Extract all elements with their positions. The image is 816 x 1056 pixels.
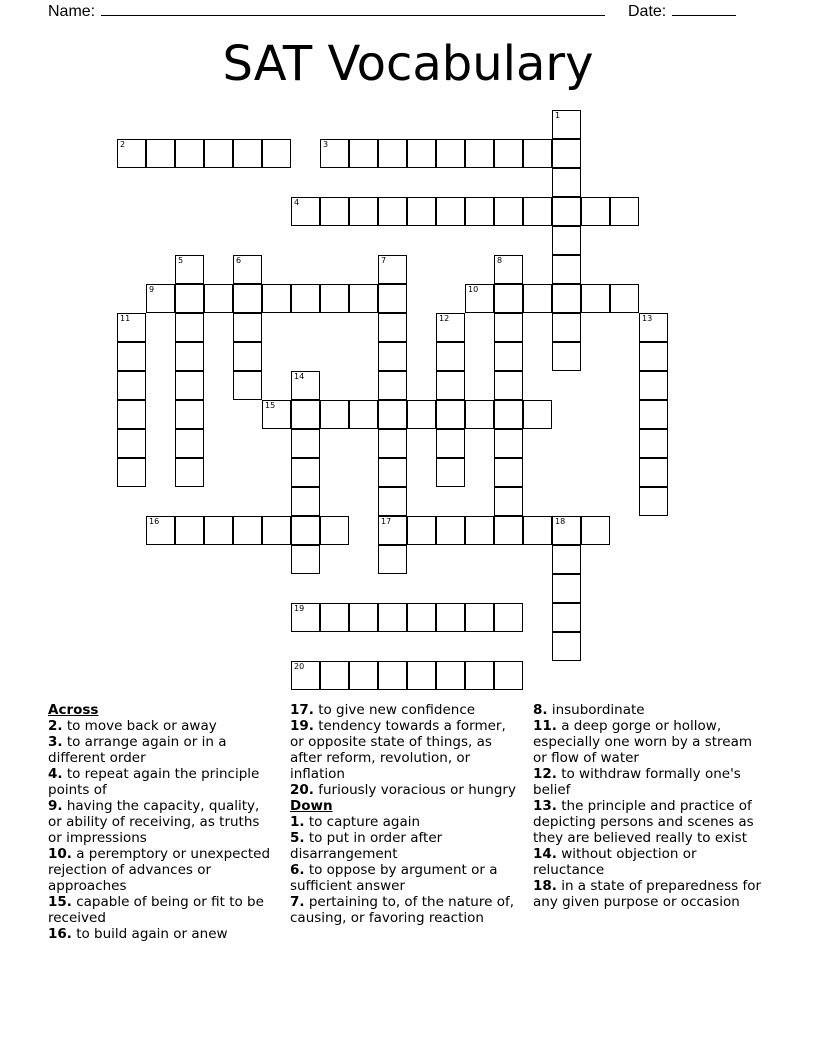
grid-cell[interactable]	[407, 516, 436, 545]
grid-cell[interactable]	[581, 197, 610, 226]
clue-item-text: pertaining to, of the nature of, causing, or favoring reaction	[290, 894, 515, 926]
clue-number: 9	[149, 285, 155, 294]
grid-cell[interactable]	[262, 400, 291, 429]
clue-number: 10	[468, 285, 479, 294]
grid-cell[interactable]	[436, 603, 465, 632]
clue-item-number: 4.	[48, 766, 63, 782]
grid-cell[interactable]	[407, 139, 436, 168]
clues-column-1	[48, 702, 274, 942]
clue-item-text: tendency towards a former, or opposite state of things, as after reform, revolution, or inflation	[290, 718, 506, 782]
clue-item-text: the principle and practice of depicting persons and scenes as they are believed really to exist	[533, 798, 754, 846]
grid-cell[interactable]	[146, 284, 175, 313]
grid-cell[interactable]	[233, 313, 262, 342]
grid-cell[interactable]	[378, 139, 407, 168]
clues-column-3	[533, 702, 769, 910]
clue-item-text: to put in order after disarrangement	[290, 830, 443, 862]
grid-cell[interactable]	[117, 458, 146, 487]
grid-cell[interactable]	[175, 342, 204, 371]
grid-cell[interactable]	[436, 313, 465, 342]
grid-cell[interactable]	[523, 284, 552, 313]
clue-item	[533, 878, 769, 910]
grid-cell[interactable]	[233, 371, 262, 400]
grid-cell[interactable]	[175, 313, 204, 342]
clue-item-text: to capture again	[304, 814, 421, 830]
grid-cell[interactable]	[349, 197, 378, 226]
grid-cell[interactable]	[291, 458, 320, 487]
clue-number: 1	[555, 111, 561, 120]
clue-item	[48, 894, 274, 926]
clue-item-number: 15.	[48, 894, 72, 910]
grid-cell[interactable]	[291, 487, 320, 516]
grid-cell[interactable]	[378, 458, 407, 487]
grid-cell[interactable]	[523, 400, 552, 429]
clue-item	[290, 782, 522, 798]
clue-number: 19	[294, 604, 305, 613]
grid-cell[interactable]	[233, 139, 262, 168]
grid-cell[interactable]	[552, 574, 581, 603]
grid-cell[interactable]	[552, 313, 581, 342]
grid-cell[interactable]	[523, 197, 552, 226]
date-line[interactable]	[672, 0, 736, 16]
grid-cell[interactable]	[436, 429, 465, 458]
name-label: Name:	[48, 3, 96, 20]
grid-cell[interactable]	[117, 313, 146, 342]
grid-cell[interactable]	[146, 139, 175, 168]
grid-cell[interactable]	[175, 458, 204, 487]
clue-item-number: 14.	[533, 846, 557, 862]
grid-cell[interactable]	[494, 487, 523, 516]
grid-cell[interactable]	[175, 255, 204, 284]
grid-cell[interactable]	[262, 139, 291, 168]
grid-cell[interactable]	[639, 429, 668, 458]
clue-item	[533, 718, 769, 766]
clue-item	[48, 734, 274, 766]
grid-cell[interactable]	[494, 371, 523, 400]
grid-cell[interactable]	[494, 139, 523, 168]
clue-item-number: 17.	[290, 702, 314, 718]
grid-cell[interactable]	[378, 400, 407, 429]
clue-item	[290, 862, 522, 894]
grid-cell[interactable]	[320, 400, 349, 429]
clue-item-text: a peremptory or unexpected rejection of advances or approaches	[48, 846, 271, 894]
clue-item-number: 2.	[48, 718, 63, 734]
clue-number: 8	[497, 256, 503, 265]
grid-cell[interactable]	[233, 342, 262, 371]
grid-cell[interactable]	[494, 516, 523, 545]
grid-cell[interactable]	[291, 603, 320, 632]
clue-item-number: 8.	[533, 702, 548, 718]
clue-number: 3	[323, 140, 329, 149]
grid-cell[interactable]	[523, 139, 552, 168]
clue-item-text: to repeat again the principle points of	[48, 766, 260, 798]
grid-cell[interactable]	[378, 487, 407, 516]
name-field[interactable]	[48, 0, 605, 21]
grid-cell[interactable]	[465, 603, 494, 632]
grid-cell[interactable]	[204, 139, 233, 168]
grid-cell[interactable]	[436, 516, 465, 545]
grid-cell[interactable]	[320, 197, 349, 226]
clue-item-number: 6.	[290, 862, 305, 878]
grid-cell[interactable]	[639, 400, 668, 429]
grid-cell[interactable]	[291, 545, 320, 574]
grid-cell[interactable]	[175, 139, 204, 168]
clue-item	[533, 798, 769, 846]
grid-cell[interactable]	[436, 371, 465, 400]
grid-cell[interactable]	[378, 661, 407, 690]
grid-cell[interactable]	[117, 139, 146, 168]
clue-number: 20	[294, 662, 305, 671]
grid-cell[interactable]	[262, 284, 291, 313]
clue-item-text: a deep gorge or hollow, especially one worn by a stream or flow of water	[533, 718, 753, 766]
clue-number: 5	[178, 256, 184, 265]
grid-cell[interactable]	[494, 313, 523, 342]
clue-number: 13	[642, 314, 653, 323]
clue-item-number: 3.	[48, 734, 63, 750]
clue-item	[290, 718, 522, 782]
grid-cell[interactable]	[117, 400, 146, 429]
grid-cell[interactable]	[320, 139, 349, 168]
clue-item-number: 19.	[290, 718, 314, 734]
grid-cell[interactable]	[465, 400, 494, 429]
grid-cell[interactable]	[378, 313, 407, 342]
date-label: Date:	[628, 3, 667, 20]
grid-cell[interactable]	[407, 603, 436, 632]
clue-item	[533, 846, 769, 878]
clue-number: 18	[555, 517, 566, 526]
grid-cell[interactable]	[465, 516, 494, 545]
grid-cell[interactable]	[378, 603, 407, 632]
grid-cell[interactable]	[552, 168, 581, 197]
grid-cell[interactable]	[494, 458, 523, 487]
grid-cell[interactable]	[262, 516, 291, 545]
clue-number: 4	[294, 198, 300, 207]
grid-cell[interactable]	[378, 197, 407, 226]
grid-cell[interactable]	[378, 255, 407, 284]
grid-cell[interactable]	[552, 110, 581, 139]
grid-cell[interactable]	[204, 516, 233, 545]
grid-cell[interactable]	[291, 197, 320, 226]
grid-cell[interactable]	[436, 400, 465, 429]
grid-cell[interactable]	[291, 661, 320, 690]
grid-cell[interactable]	[291, 429, 320, 458]
clue-item	[290, 894, 522, 926]
grid-cell[interactable]	[552, 255, 581, 284]
grid-cell[interactable]	[552, 197, 581, 226]
clue-item	[48, 766, 274, 798]
grid-cell[interactable]	[175, 400, 204, 429]
grid-cell[interactable]	[494, 197, 523, 226]
grid-cell[interactable]	[610, 284, 639, 313]
clue-item-text: having the capacity, quality, or ability of receiving, as truths or impressions	[48, 798, 260, 846]
clue-number: 14	[294, 372, 305, 381]
grid-cell[interactable]	[407, 400, 436, 429]
grid-cell[interactable]	[349, 400, 378, 429]
grid-cell[interactable]	[552, 139, 581, 168]
clue-item-text: to oppose by argument or a sufficient answer	[290, 862, 498, 894]
grid-cell[interactable]	[117, 429, 146, 458]
clue-item-text: to move back or away	[62, 718, 217, 734]
grid-cell[interactable]	[639, 313, 668, 342]
grid-cell[interactable]	[175, 371, 204, 400]
grid-cell[interactable]	[639, 342, 668, 371]
grid-cell[interactable]	[436, 458, 465, 487]
grid-cell[interactable]	[465, 197, 494, 226]
across-heading: Across	[48, 702, 99, 718]
grid-cell[interactable]	[494, 429, 523, 458]
grid-cell[interactable]	[117, 371, 146, 400]
grid-cell[interactable]	[291, 371, 320, 400]
grid-cell[interactable]	[610, 197, 639, 226]
grid-cell[interactable]	[552, 632, 581, 661]
clue-item-text: furiously voracious or hungry	[313, 782, 516, 798]
grid-cell[interactable]	[320, 661, 349, 690]
clue-item-number: 11.	[533, 718, 557, 734]
grid-cell[interactable]	[378, 342, 407, 371]
grid-cell[interactable]	[320, 284, 349, 313]
grid-cell[interactable]	[465, 661, 494, 690]
clue-number: 2	[120, 140, 126, 149]
clue-item-text: in a state of preparedness for any given purpose or occasion	[533, 878, 762, 910]
grid-cell[interactable]	[320, 516, 349, 545]
grid-cell[interactable]	[494, 661, 523, 690]
grid-cell[interactable]	[407, 197, 436, 226]
grid-cell[interactable]	[494, 603, 523, 632]
clue-number: 15	[265, 401, 276, 410]
clue-item-number: 16.	[48, 926, 72, 942]
grid-cell[interactable]	[378, 429, 407, 458]
grid-cell[interactable]	[436, 139, 465, 168]
clue-item-number: 1.	[290, 814, 305, 830]
grid-cell[interactable]	[465, 284, 494, 313]
date-field[interactable]	[628, 0, 736, 21]
clue-number: 16	[149, 517, 160, 526]
grid-cell[interactable]	[204, 284, 233, 313]
grid-cell[interactable]	[233, 516, 262, 545]
clue-item-number: 12.	[533, 766, 557, 782]
clue-item-text: to give new confidence	[313, 702, 476, 718]
grid-cell[interactable]	[291, 284, 320, 313]
grid-cell[interactable]	[378, 516, 407, 545]
clue-item-number: 18.	[533, 878, 557, 894]
grid-cell[interactable]	[581, 284, 610, 313]
grid-cell[interactable]	[175, 516, 204, 545]
grid-cell[interactable]	[494, 255, 523, 284]
page-title: SAT Vocabulary	[222, 36, 594, 92]
clue-item-number: 10.	[48, 846, 72, 862]
clue-item	[48, 798, 274, 846]
clue-number: 17	[381, 517, 392, 526]
grid-cell[interactable]	[552, 342, 581, 371]
grid-cell[interactable]	[349, 603, 378, 632]
clue-item-number: 7.	[290, 894, 305, 910]
down-heading: Down	[290, 798, 333, 814]
clue-item	[290, 814, 522, 830]
clue-item-number: 5.	[290, 830, 305, 846]
grid-cell[interactable]	[552, 545, 581, 574]
clue-number: 6	[236, 256, 242, 265]
clue-item-text: to arrange again or in a different order	[48, 734, 227, 766]
grid-cell[interactable]	[349, 284, 378, 313]
grid-cell[interactable]	[465, 139, 494, 168]
grid-cell[interactable]	[378, 545, 407, 574]
clue-number: 7	[381, 256, 387, 265]
grid-cell[interactable]	[494, 400, 523, 429]
clue-item	[48, 846, 274, 894]
clue-item-number: 9.	[48, 798, 63, 814]
grid-cell[interactable]	[378, 371, 407, 400]
grid-cell[interactable]	[552, 603, 581, 632]
grid-cell[interactable]	[291, 400, 320, 429]
clue-item-text: to build again or anew	[71, 926, 228, 942]
grid-cell[interactable]	[291, 516, 320, 545]
grid-cell[interactable]	[436, 197, 465, 226]
grid-cell[interactable]	[117, 342, 146, 371]
clue-item-text: to withdraw formally one's belief	[533, 766, 741, 798]
grid-cell[interactable]	[523, 516, 552, 545]
grid-cell[interactable]	[494, 342, 523, 371]
grid-cell[interactable]	[436, 661, 465, 690]
grid-cell[interactable]	[552, 226, 581, 255]
grid-cell[interactable]	[175, 284, 204, 313]
grid-cell[interactable]	[407, 661, 436, 690]
clues-column-2	[290, 702, 522, 926]
grid-cell[interactable]	[581, 516, 610, 545]
grid-cell[interactable]	[349, 139, 378, 168]
grid-cell[interactable]	[639, 487, 668, 516]
grid-cell[interactable]	[233, 284, 262, 313]
grid-cell[interactable]	[146, 516, 175, 545]
clue-number: 12	[439, 314, 450, 323]
grid-cell[interactable]	[552, 284, 581, 313]
grid-cell[interactable]	[436, 342, 465, 371]
clue-item-text: insubordinate	[547, 702, 645, 718]
clue-item	[533, 702, 769, 718]
clue-number: 11	[120, 314, 131, 323]
clue-item	[290, 830, 522, 862]
name-line[interactable]	[101, 0, 605, 16]
grid-cell[interactable]	[552, 516, 581, 545]
grid-cell[interactable]	[175, 429, 204, 458]
clue-item	[48, 718, 274, 734]
clue-item-number: 13.	[533, 798, 557, 814]
clue-item	[533, 766, 769, 798]
grid-cell[interactable]	[494, 284, 523, 313]
grid-cell[interactable]	[233, 255, 262, 284]
grid-cell[interactable]	[320, 603, 349, 632]
clue-item	[290, 702, 522, 718]
clue-item-text: without objection or reluctance	[533, 846, 697, 878]
grid-cell[interactable]	[639, 458, 668, 487]
grid-cell[interactable]	[639, 371, 668, 400]
grid-cell[interactable]	[378, 284, 407, 313]
clue-item-text: capable of being or fit to be received	[48, 894, 264, 926]
clue-item	[48, 926, 274, 942]
grid-cell[interactable]	[349, 661, 378, 690]
clue-item-number: 20.	[290, 782, 314, 798]
